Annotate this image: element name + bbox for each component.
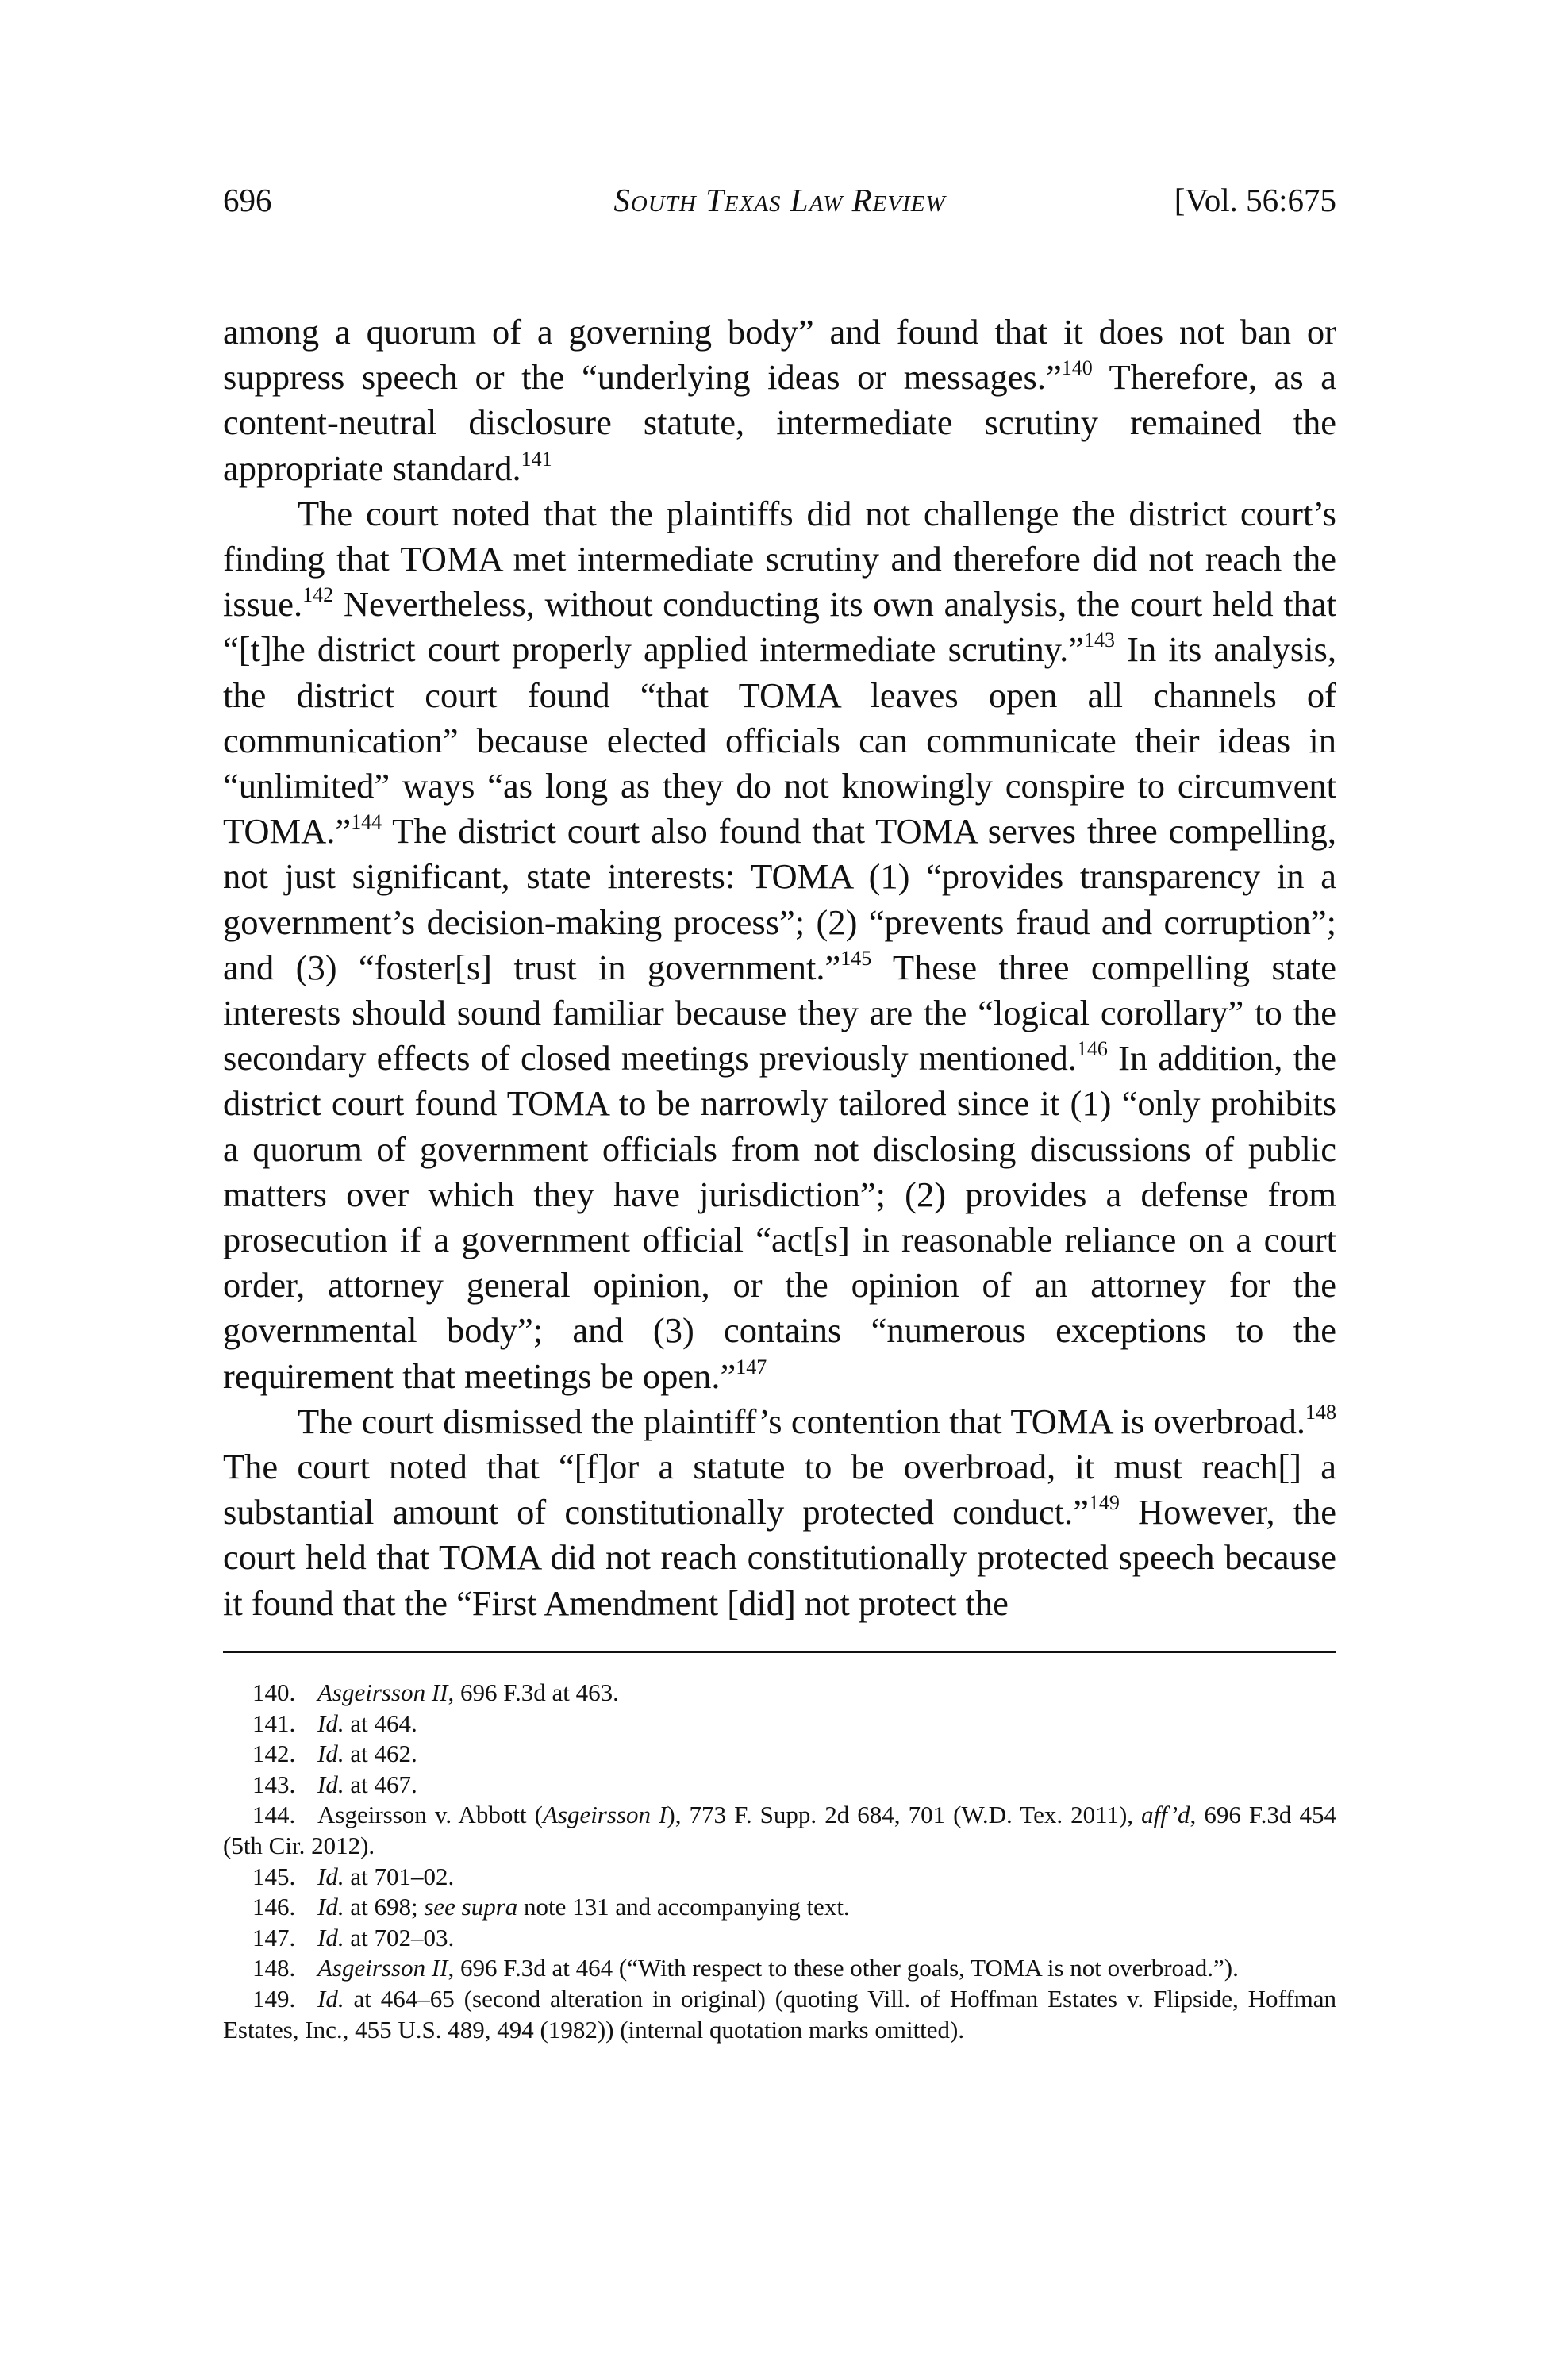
text-run: among a quorum of a governing body” and found that it does not ban or suppress speech or the “underlying ideas or messages.” [223,312,1336,398]
footnote-number: 148. [252,1954,296,1982]
footnote-ref-143[interactable]: 143 [1084,629,1116,652]
main-text [223,310,1336,1626]
text-run: The court noted that the plaintiffs did not challenge the district court’s finding that TOMA met intermediate scrutiny and therefore did not reach the issue. [223,493,1336,625]
id-signal: Id. [317,1709,344,1737]
footnote-ref-148[interactable]: 148 [1305,1400,1336,1424]
citation-text: note 131 and accompanying text. [517,1893,850,1921]
footnote-divider [223,1651,1336,1653]
footnote-141 [223,1709,1336,1740]
footnote-144 [223,1800,1336,1861]
footnote-148 [223,1953,1336,1984]
volume-citation: [Vol. 56:675 [1174,182,1336,218]
text-run: However, the court held that TOMA did not reach constitutionally protected speech because it found that the “First Amendment [did] not protect the [223,1492,1337,1623]
running-header [223,176,1336,224]
footnote-ref-142[interactable]: 142 [302,583,334,607]
text-run: Nevertheless, without conducting its own analysis, the court held that “[t]he district court properly applied intermediate scrutiny.” [223,584,1336,670]
footnote-number: 144. [252,1801,296,1829]
footnote-ref-144[interactable]: 144 [351,810,382,834]
id-signal: Id. [317,1893,344,1921]
citation-text: at 462. [344,1740,417,1768]
footnote-number: 143. [252,1770,296,1798]
citation-text: at 464. [344,1709,417,1737]
citation-text: , 696 F.3d at 464 (“With respect to these other goals, TOMA is not overbroad.”). [448,1954,1239,1982]
id-signal: Id. [317,1923,344,1951]
footnote-number: 149. [252,1984,296,2013]
footnote-145 [223,1862,1336,1893]
text-run: These three compelling state interests should sound familiar because they are the “logical corollary” to the secondary effects of closed meetings previously mentioned. [223,947,1336,1078]
text-run: The court dismissed the plaintiff’s contention that TOMA is overbroad. [298,1401,1305,1441]
footnote-number: 147. [252,1923,296,1951]
text-run: The district court also found that TOMA serves three compelling, not just significant, state interests: TOMA (1) “provides transparency in a government’s decision-making process”; (2) “prevents fraud and corruption”; and (3) “foster[s] trust in government.” [223,811,1336,987]
text-run: In its analysis, the district court found “that TOMA leaves open all channels of communication” because elected officials can communicate their ideas in “unlimited” ways “as long as they do not knowingly conspire to circumvent TOMA.” [223,629,1336,852]
text-run: In addition, the district court found TOMA to be narrowly tailored since it (1) “only prohibits a quorum of government officials from not disclosing discussions of public matters over which they have jurisdiction”; (2) provides a defense from prosecution if a government official “act[s] in reasonable reliance on a court order, attorney general opinion, or the opinion of an attorney for the governmental body”; and (3) contains “numerous exceptions to the requirement that meetings be open.” [223,1038,1337,1396]
footnote-number: 142. [252,1740,296,1768]
citation-text: at 702–03. [344,1923,455,1951]
paragraph-continuation [223,310,1336,491]
footnote-147 [223,1923,1336,1954]
case-short-name: Asgeirsson II [317,1678,448,1706]
footnote-ref-140[interactable]: 140 [1061,356,1093,380]
footnote-143 [223,1770,1336,1801]
footnote-number: 145. [252,1862,296,1890]
footnote-ref-146[interactable]: 146 [1076,1037,1108,1061]
citation-text: Asgeirsson v. Abbott ( [317,1801,543,1829]
id-signal: Id. [317,1770,344,1798]
case-short-name: Asgeirsson II [317,1954,448,1982]
footnote-ref-149[interactable]: 149 [1088,1491,1120,1515]
see-supra-signal: see supra [424,1893,518,1921]
citation-text: at 467. [344,1770,417,1798]
citation-text: , 696 F.3d 454 (5th Cir. 2012). [223,1801,1336,1859]
footnotes [223,1678,1336,2045]
journal-title: South Texas Law Review [613,182,946,218]
footnote-140 [223,1678,1336,1709]
footnote-142 [223,1739,1336,1770]
text-run: The court noted that “[f]or a statute to be overbroad, it must reach[] a substantial amount of constitutionally protected conduct.” [223,1447,1336,1532]
citation-text: , 696 F.3d at 463. [448,1678,619,1706]
id-signal: Id. [317,1984,344,2013]
citation-text: at 701–02. [344,1862,455,1890]
paragraph-overbreadth [223,1399,1336,1626]
footnote-146 [223,1892,1336,1923]
footnote-ref-147[interactable]: 147 [736,1355,767,1378]
footnote-number: 146. [252,1893,296,1921]
footnote-number: 141. [252,1709,296,1737]
id-signal: Id. [317,1862,344,1890]
footnote-ref-145[interactable]: 145 [840,946,872,970]
footnote-149 [223,1984,1336,2045]
page-number: 696 [223,182,272,218]
citation-text: at 698; [344,1893,425,1921]
footnote-ref-141[interactable]: 141 [521,447,552,471]
id-signal: Id. [317,1740,344,1768]
citation-text: ), 773 F. Supp. 2d 684, 701 (W.D. Tex. 2011), [667,1801,1142,1829]
case-short-name: Asgeirsson I [542,1801,667,1829]
citation-text: at 464–65 (second alteration in original) (quoting Vill. of Hoffman Estates v. Flipside, Hoffman Estates, Inc., 455 U.S. 489, 494 (1982)) (internal quotation marks omitted). [223,1984,1336,2044]
footnote-number: 140. [252,1678,296,1706]
paragraph-intermediate-scrutiny [223,491,1336,1399]
text-run: Therefore, as a content-neutral disclosure statute, intermediate scrutiny remained the appropriate standard. [223,357,1336,488]
subsequent-history: aff’d [1141,1801,1190,1829]
